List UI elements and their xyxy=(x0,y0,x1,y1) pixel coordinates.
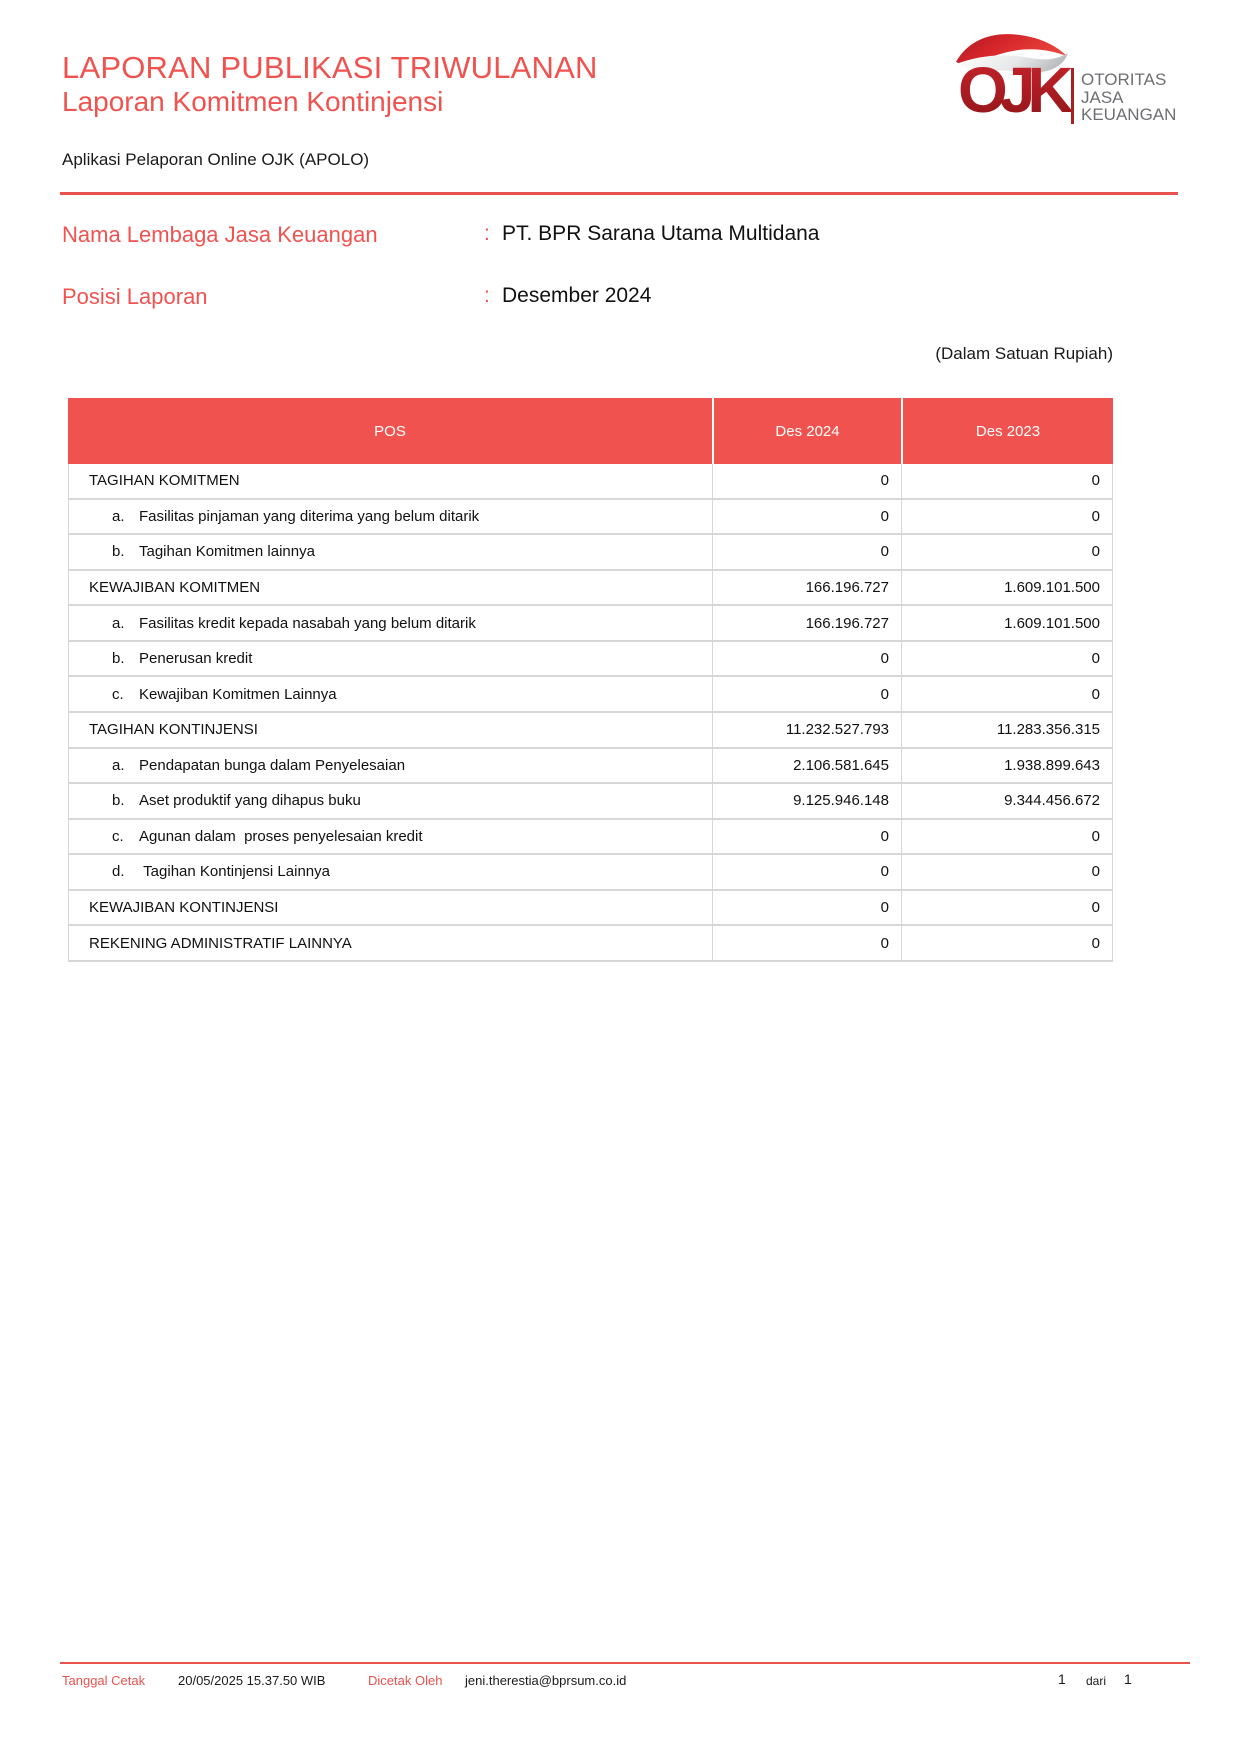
value-des2024: 0 xyxy=(712,535,901,569)
page-number-current: 1 xyxy=(1058,1671,1066,1687)
value-des2023: 0 xyxy=(901,855,1112,889)
ojk-logo xyxy=(950,28,1180,130)
footer-divider xyxy=(60,1662,1190,1664)
logo-org-line2: JASA xyxy=(1081,88,1124,107)
position-value: Desember 2024 xyxy=(502,284,652,307)
column-header-des2024: Des 2024 xyxy=(712,398,901,464)
table-row xyxy=(69,713,1112,749)
table-row xyxy=(69,571,1112,607)
column-header-des2023: Des 2023 xyxy=(901,398,1113,464)
value-des2024: 0 xyxy=(712,500,901,534)
printed-date-label: Tanggal Cetak xyxy=(62,1673,146,1688)
row-label: Tagihan Kontinjensi Lainnya xyxy=(139,863,330,881)
table-row xyxy=(69,820,1112,856)
row-label-cell xyxy=(69,464,712,498)
colon-separator: : xyxy=(484,284,490,307)
value-des2024: 9.125.946.148 xyxy=(712,784,901,818)
row-label-cell xyxy=(69,926,712,960)
unit-note: (Dalam Satuan Rupiah) xyxy=(935,344,1113,363)
row-label-cell xyxy=(69,571,712,605)
row-label-cell xyxy=(69,606,712,640)
value-des2023: 0 xyxy=(901,642,1112,676)
row-label: Fasilitas kredit kepada nasabah yang belum ditarik xyxy=(139,614,476,632)
row-letter-prefix: a. xyxy=(112,756,125,774)
value-des2024: 0 xyxy=(712,820,901,854)
value-des2023: 9.344.456.672 xyxy=(901,784,1112,818)
row-letter-prefix: b. xyxy=(112,650,125,668)
row-label-cell xyxy=(69,820,712,854)
row-label-cell xyxy=(69,713,712,747)
table-row xyxy=(69,749,1112,785)
ojk-monogram: OJK xyxy=(958,54,1066,126)
value-des2024: 0 xyxy=(712,642,901,676)
row-label: Agunan dalam proses penyelesaian kredit xyxy=(139,827,423,845)
row-label-cell xyxy=(69,891,712,925)
value-des2023: 0 xyxy=(901,500,1112,534)
institution-label: Nama Lembaga Jasa Keuangan xyxy=(62,222,378,247)
row-letter-prefix: a. xyxy=(112,614,125,632)
value-des2023: 0 xyxy=(901,926,1112,960)
logo-divider xyxy=(1071,68,1074,124)
value-des2023: 0 xyxy=(901,820,1112,854)
value-des2023: 0 xyxy=(901,464,1112,498)
row-letter-prefix: a. xyxy=(112,507,125,525)
table-row xyxy=(69,500,1112,536)
report-table xyxy=(68,398,1113,962)
row-label-cell xyxy=(69,677,712,711)
column-header-pos: POS xyxy=(68,398,712,464)
table-row xyxy=(69,606,1112,642)
printed-date-value: 20/05/2025 15.37.50 WIB xyxy=(178,1673,326,1688)
table-row xyxy=(69,535,1112,571)
table-header-row xyxy=(68,398,1113,464)
value-des2024: 0 xyxy=(712,677,901,711)
table-row xyxy=(69,677,1112,713)
row-letter-prefix: b. xyxy=(112,543,125,561)
row-label: Kewajiban Komitmen Lainnya xyxy=(139,685,337,703)
page-number-total: 1 xyxy=(1124,1671,1132,1687)
value-des2023: 11.283.356.315 xyxy=(901,713,1112,747)
value-des2024: 0 xyxy=(712,926,901,960)
logo-org-line3: KEUANGAN xyxy=(1081,105,1177,124)
row-label-cell xyxy=(69,500,712,534)
value-des2023: 0 xyxy=(901,891,1112,925)
value-des2023: 1.609.101.500 xyxy=(901,606,1112,640)
table-row xyxy=(69,891,1112,927)
value-des2023: 1.938.899.643 xyxy=(901,749,1112,783)
institution-value: PT. BPR Sarana Utama Multidana xyxy=(502,222,820,245)
row-label: Tagihan Komitmen lainnya xyxy=(139,543,315,561)
row-letter-prefix: d. xyxy=(112,863,125,881)
row-label: Penerusan kredit xyxy=(139,650,253,668)
colon-separator: : xyxy=(484,222,490,245)
position-label: Posisi Laporan xyxy=(62,284,208,309)
row-label: TAGIHAN KOMITMEN xyxy=(89,472,240,490)
row-letter-prefix: b. xyxy=(112,792,125,810)
value-des2023: 1.609.101.500 xyxy=(901,571,1112,605)
value-des2024: 2.106.581.645 xyxy=(712,749,901,783)
row-letter-prefix: c. xyxy=(112,827,124,845)
row-label-cell xyxy=(69,749,712,783)
page-number-separator: dari xyxy=(1086,1674,1107,1688)
institution-row xyxy=(62,222,1162,250)
value-des2024: 0 xyxy=(712,855,901,889)
value-des2024: 0 xyxy=(712,891,901,925)
row-label: Aset produktif yang dihapus buku xyxy=(139,792,361,810)
report-subtitle: Laporan Komitmen Kontinjensi xyxy=(62,86,444,117)
table-row xyxy=(69,464,1112,500)
table-row xyxy=(69,784,1112,820)
value-des2023: 0 xyxy=(901,677,1112,711)
printed-by-value: jeni.therestia@bprsum.co.id xyxy=(465,1673,627,1688)
table-row xyxy=(69,855,1112,891)
value-des2024: 11.232.527.793 xyxy=(712,713,901,747)
report-position-row xyxy=(62,284,1162,312)
table-body xyxy=(68,464,1113,962)
report-title: LAPORAN PUBLIKASI TRIWULANAN xyxy=(62,50,598,85)
row-label: KEWAJIBAN KONTINJENSI xyxy=(89,899,279,917)
row-label: Fasilitas pinjaman yang diterima yang belum ditarik xyxy=(139,507,480,525)
row-letter-prefix: c. xyxy=(112,685,124,703)
value-des2024: 166.196.727 xyxy=(712,606,901,640)
printed-by-label: Dicetak Oleh xyxy=(368,1673,443,1688)
value-des2024: 0 xyxy=(712,464,901,498)
row-label-cell xyxy=(69,535,712,569)
header-divider xyxy=(60,192,1178,195)
value-des2023: 0 xyxy=(901,535,1112,569)
logo-org-line1: OTORITAS xyxy=(1081,70,1167,89)
value-des2024: 166.196.727 xyxy=(712,571,901,605)
table-row xyxy=(69,642,1112,678)
row-label: Pendapatan bunga dalam Penyelesaian xyxy=(139,756,406,774)
table-row xyxy=(69,926,1112,962)
ojk-logo-graphic xyxy=(950,28,1180,130)
row-label-cell xyxy=(69,784,712,818)
row-label: TAGIHAN KONTINJENSI xyxy=(89,721,258,739)
row-label-cell xyxy=(69,642,712,676)
row-label-cell xyxy=(69,855,712,889)
app-name: Aplikasi Pelaporan Online OJK (APOLO) xyxy=(62,150,370,169)
row-label: REKENING ADMINISTRATIF LAINNYA xyxy=(89,934,352,952)
row-label: KEWAJIBAN KOMITMEN xyxy=(89,578,261,596)
